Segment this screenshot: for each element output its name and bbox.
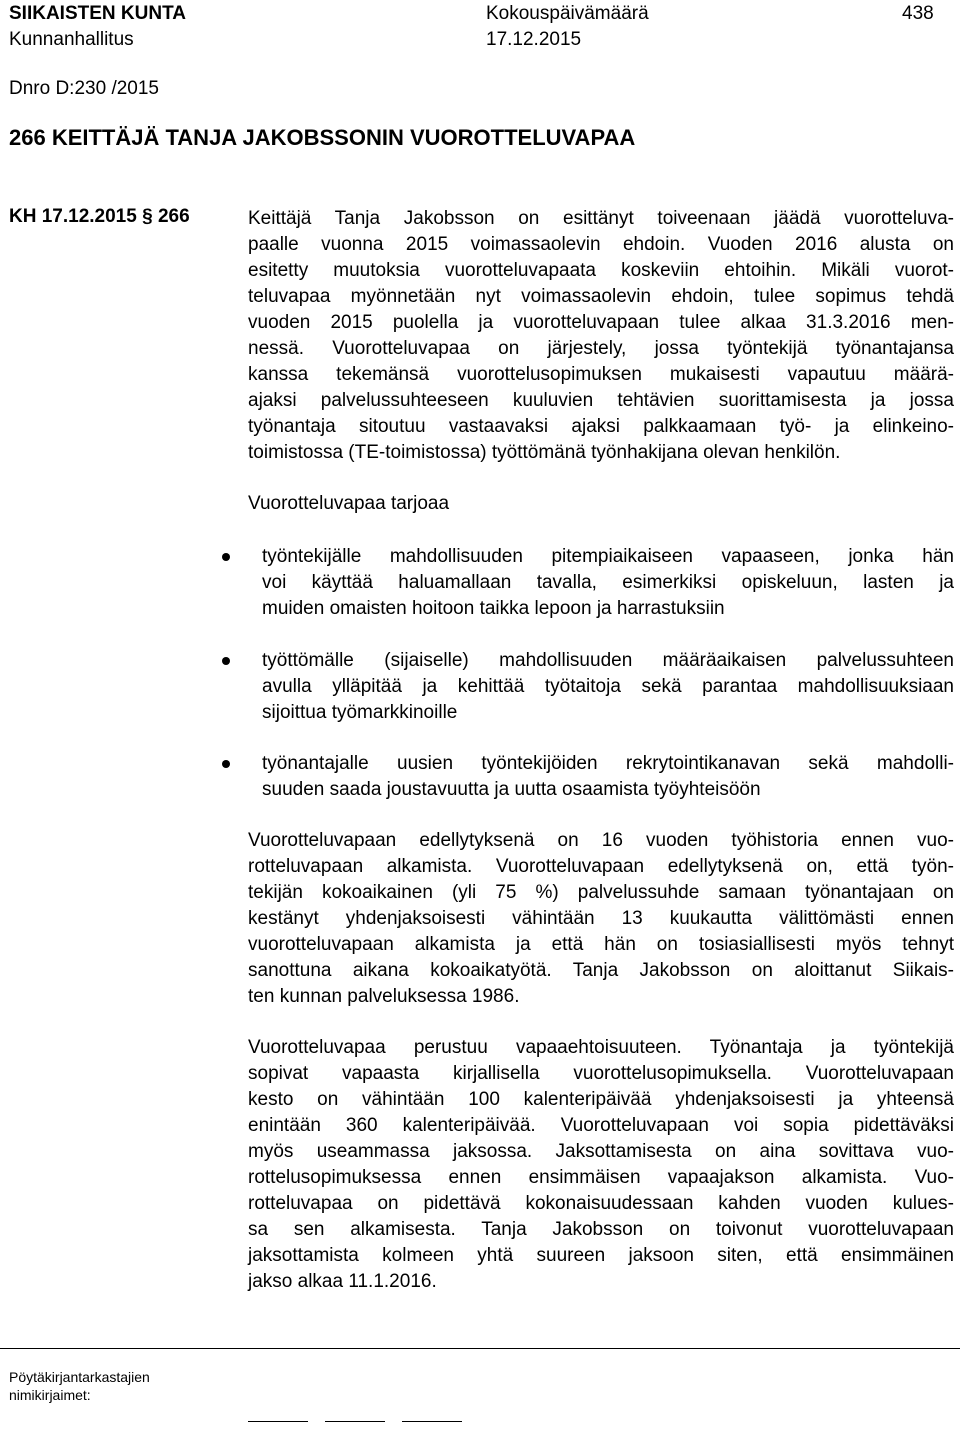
bullet-line: avulla ylläpitää ja kehittää työtaitoja sekä parantaa mahdollisuuksiaan (262, 676, 954, 697)
footer-divider (0, 1348, 960, 1349)
bullet-line: muiden omaisten hoitoon taikka lepoon ja harrastuksiin (262, 598, 725, 619)
paragraph-line: vuoden 2015 puolella ja vuorotteluvapaan tulee alkaa 31.3.2016 men- (248, 312, 954, 333)
paragraph-line: vuorotteluvapaan alkamista ja että hän on tosiasiallisesti myös tehnyt (248, 934, 954, 955)
bullet-line: työntekijälle mahdollisuuden pitempiaikaiseen vapaaseen, jonka hän (262, 546, 954, 567)
paragraph-line: sopivat vapaasta kirjallisella vuorottelusopimuksella. Vuorotteluvapaan (248, 1063, 954, 1084)
paragraph-line: sa sen alkamisesta. Tanja Jakobsson on toivonut vuorotteluvapaan (248, 1219, 954, 1240)
organization-name: SIIKAISTEN KUNTA (9, 3, 186, 24)
bullet-line: työttömälle (sijaiselle) mahdollisuuden määräaikaisen palvelussuhteen (262, 650, 954, 671)
bullet-line: voi käyttää haluamallaan tavalla, esimerkiksi opiskeluun, lasten ja (262, 572, 954, 593)
paragraph-3 (248, 1035, 954, 1295)
body-name: Kunnanhallitus (9, 29, 134, 50)
item-title: 266 KEITTÄJÄ TANJA JAKOBSSONIN VUOROTTELUVAPAA (9, 125, 636, 150)
bullet-icon (222, 760, 230, 768)
initials-line-1 (248, 1421, 308, 1422)
paragraph-line: nessä. Vuorotteluvapaa on järjestely, jossa työntekijä työnantajansa (248, 338, 954, 359)
paragraph-line: sanottuna aikana kokoaikatyötä. Tanja Jakobsson on aloittanut Siikais- (248, 960, 954, 981)
paragraph-line: rotteluvapaa on pidettävä kokonaisuudessaan kahden vuoden kulues- (248, 1193, 954, 1214)
offers-heading: Vuorotteluvapaa tarjoaa (248, 493, 450, 514)
paragraph-line: Vuorotteluvapaa perustuu vapaaehtoisuuteen. Työnantaja ja työntekijä (248, 1037, 954, 1058)
paragraph-line: kesto on vähintään 100 kalenteripäivää yhdenjaksoisesti ja yhteensä (248, 1089, 954, 1110)
paragraph-1 (248, 206, 954, 466)
paragraph-line: jaksottamista kolmeen yhtä suureen jaksoon siten, että ensimmäinen (248, 1245, 954, 1266)
paragraph-line: ajaksi palvelussuhteeseen kuuluvien tehtävien suorittamisesta ja jossa (248, 390, 954, 411)
paragraph-line: esitetty muutoksia vuorotteluvapaata koskeviin ehtoihin. Mikäli vuorot- (248, 260, 954, 281)
paragraph-line: kanssa tekemänsä vuorottelusopimuksen mukaisesti vapautuu määrä- (248, 364, 954, 385)
bullet-line: työnantajalle uusien työntekijöiden rekrytointikanavan sekä mahdolli- (262, 753, 954, 774)
paragraph-line: rottelusopimuksessa ennen ensimmäisen vapaajakson alkamista. Vuo- (248, 1167, 954, 1188)
footer-label-2: nimikirjaimet: (9, 1387, 91, 1403)
paragraph-line: paalle vuonna 2015 voimassaolevin ehdoin. Vuoden 2016 alusta on (248, 234, 954, 255)
bullet-line: sijoittua työmarkkinoille (262, 702, 458, 723)
paragraph-2 (248, 828, 954, 1010)
meeting-date: 17.12.2015 (486, 29, 582, 50)
bullet-icon (222, 553, 230, 561)
page-number: 438 (902, 3, 934, 24)
meeting-date-label: Kokouspäivämäärä (486, 3, 649, 24)
bullet-line: suuden saada joustavuutta ja uutta osaamista työyhteisöön (262, 779, 761, 800)
item-reference: KH 17.12.2015 § 266 (9, 206, 190, 227)
paragraph-line: ten kunnan palveluksessa 1986. (248, 986, 520, 1007)
paragraph-line: kestänyt yhdenjaksoisesti vähintään 13 kuukautta välittömästi ennen (248, 908, 954, 929)
paragraph-line: rotteluvapaan alkamista. Vuorotteluvapaan edellytyksenä on, että työn- (248, 856, 954, 877)
paragraph-line: Vuorotteluvapaan edellytyksenä on 16 vuoden työhistoria ennen vuo- (248, 830, 954, 851)
paragraph-line: Keittäjä Tanja Jakobsson on esittänyt toiveenaan jäädä vuorotteluva- (248, 208, 954, 229)
footer-label-1: Pöytäkirjantarkastajien (9, 1369, 150, 1385)
paragraph-line: toimistossa (TE-toimistossa) työttömänä työnhakijana olevan henkilön. (248, 442, 841, 463)
dnro: Dnro D:230 /2015 (9, 78, 159, 99)
bullet-icon (222, 657, 230, 665)
paragraph-line: teluvapaa myönnetään nyt voimassaolevin ehdoin, tulee sopimus tehdä (248, 286, 954, 307)
initials-line-3 (402, 1421, 462, 1422)
initials-line-2 (325, 1421, 385, 1422)
paragraph-line: enintään 360 kalenteripäivää. Vuorotteluvapaan voi sopia pidettäväksi (248, 1115, 954, 1136)
paragraph-line: jakso alkaa 11.1.2016. (248, 1271, 437, 1292)
paragraph-line: myös useammassa jaksossa. Jaksottamisesta on aina sovittava vuo- (248, 1141, 954, 1162)
paragraph-line: tekijän kokoaikainen (yli 75 %) palvelussuhde samaan työnantajaan on (248, 882, 954, 903)
paragraph-line: työnantaja sitoutuu vastaavaksi ajaksi palkkaamaan työ- ja elinkeino- (248, 416, 954, 437)
